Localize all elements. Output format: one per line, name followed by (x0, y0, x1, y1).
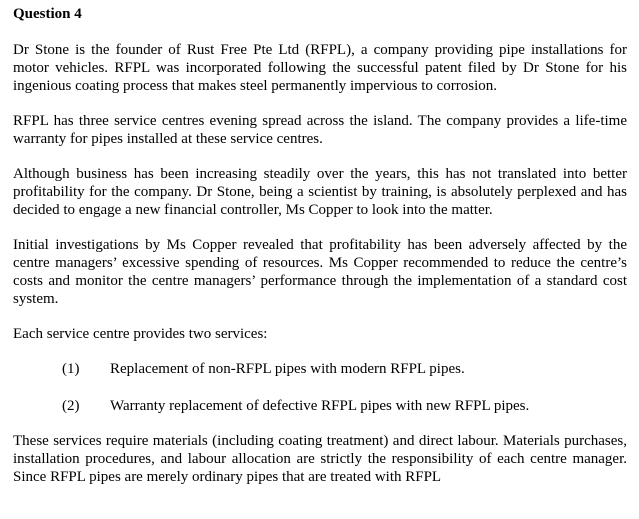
list-marker: (2) (62, 398, 80, 414)
paragraph-materials: These services require materials (including coating treatment) and direct labour. Materials purchases, installation procedures, and labour allocation are strictly the responsibility of each centre manager. Since RFPL pipes are merely ordinary pipes that are treated with RFPL (13, 433, 627, 485)
services-list (13, 360, 627, 415)
paragraph-background: Dr Stone is the founder of Rust Free Pte Ltd (RFPL), a company providing pipe installations for motor vehicles. RFPL was incorporated following the successful patent filed by Dr Stone for his ingenious coating process that makes steel permanently impervious to corrosion. (13, 42, 627, 94)
paragraph-service-centres: RFPL has three service centres evening spread across the island. The company provides a life-time warranty for pipes installed at these service centres. (13, 113, 627, 147)
document-page (13, 5, 627, 503)
list-item (13, 360, 627, 378)
paragraph-profitability: Although business has been increasing steadily over the years, this has not translated into better profitability for the company. Dr Stone, being a scientist by training, is absolutely perplexed and has decided to engage a new financial controller, Ms Copper to look into the matter. (13, 166, 627, 218)
list-item (13, 397, 627, 415)
list-item-text: Replacement of non-RFPL pipes with modern RFPL pipes. (110, 361, 465, 377)
list-item-text: Warranty replacement of defective RFPL pipes with new RFPL pipes. (110, 398, 530, 414)
paragraph-investigation: Initial investigations by Ms Copper revealed that profitability has been adversely affected by the centre managers’ excessive spending of resources. Ms Copper recommended to reduce the centre’s costs and monitor the centre managers’ performance through the implementation of a standard cost system. (13, 237, 627, 307)
paragraph-services-intro: Each service centre provides two services: (13, 326, 268, 342)
question-heading: Question 4 (13, 6, 82, 22)
list-marker: (1) (62, 361, 80, 377)
